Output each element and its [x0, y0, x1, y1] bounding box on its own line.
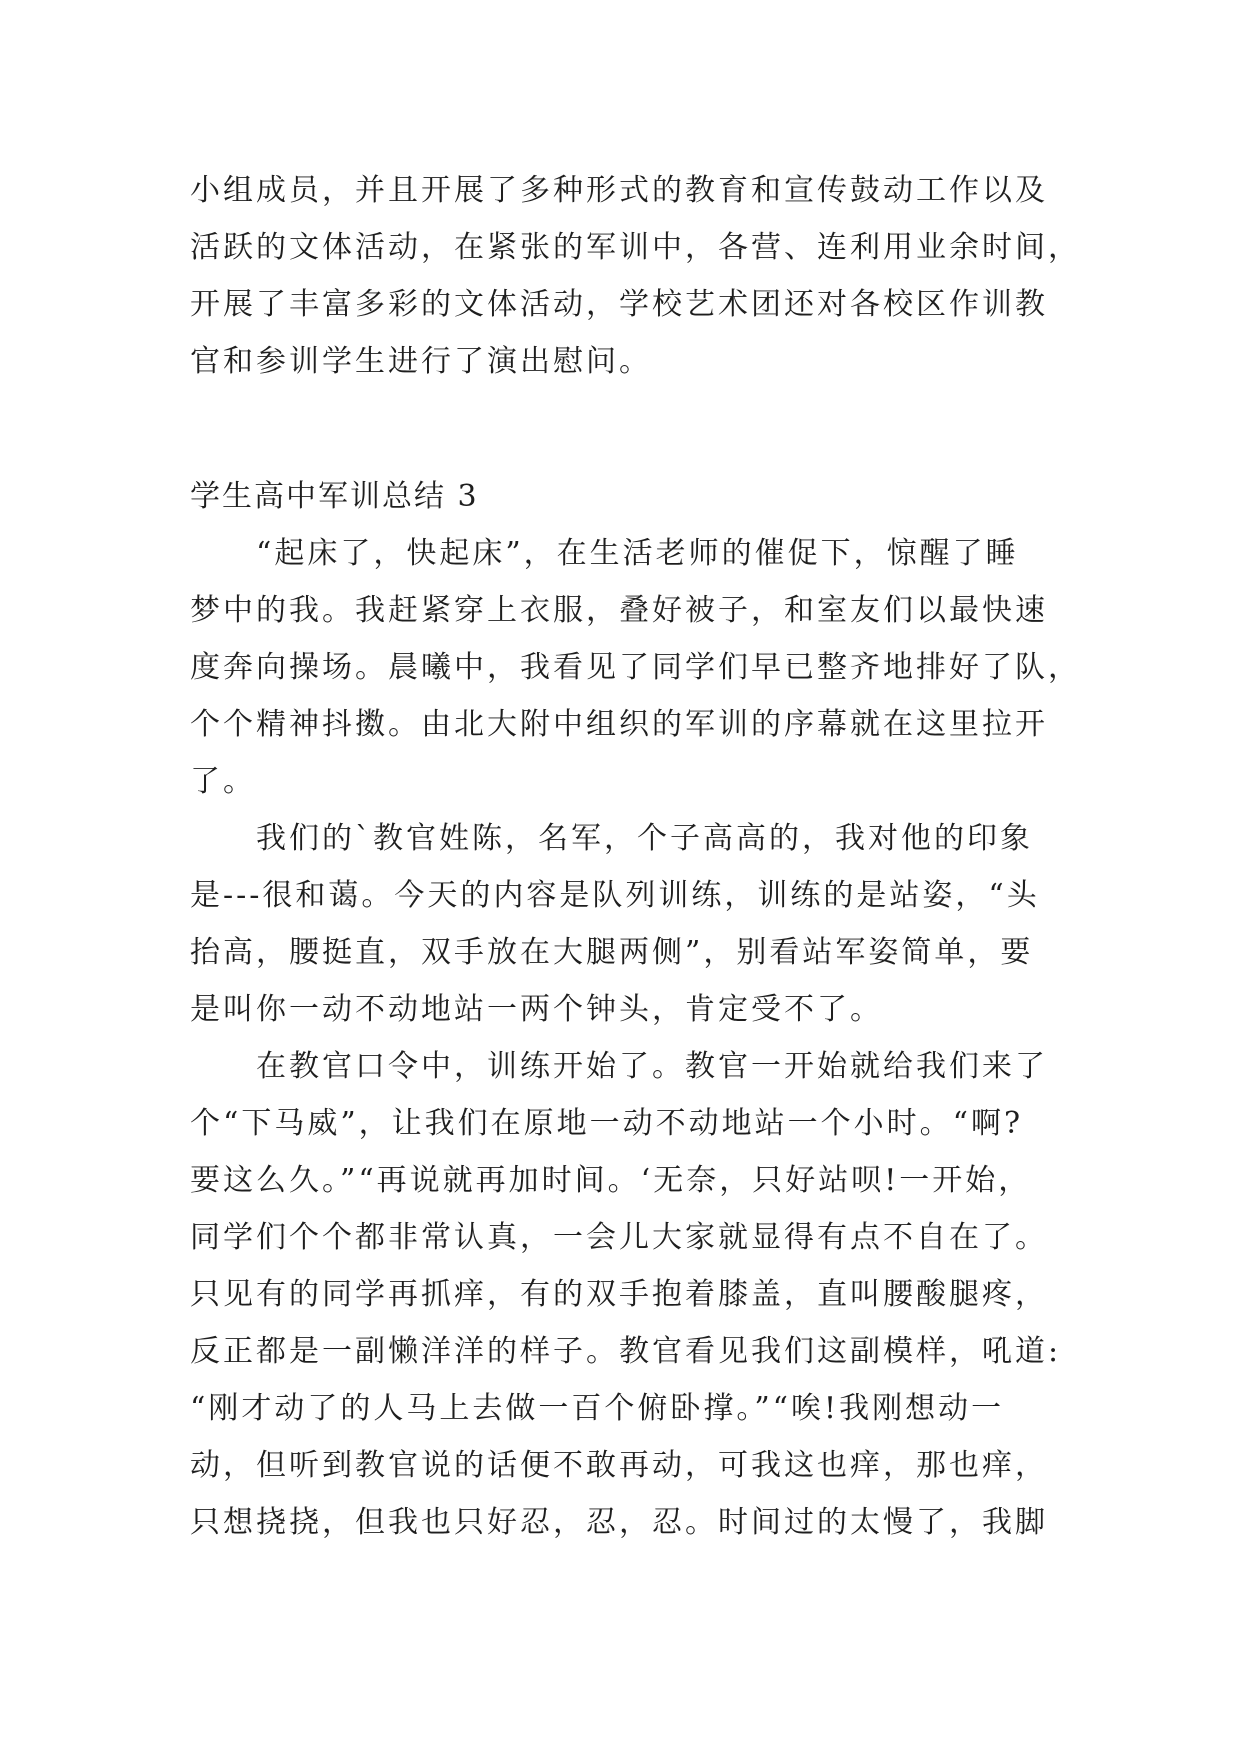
text-line: 只想挠挠，但我也只好忍，忍，忍。时间过的太慢了，我脚 [190, 1505, 1048, 1540]
section-heading: 学生高中军训总结 3 [190, 479, 479, 514]
text-line: 抬高，腰挺直，双手放在大腿两侧”，别看站军姿简单，要 [190, 935, 1034, 970]
text-line: 官和参训学生进行了演出慰问。 [190, 344, 652, 379]
text-line: 只见有的同学再抓痒，有的双手抱着膝盖，直叫腰酸腿疼， [190, 1277, 1048, 1312]
text-line: 个个精神抖擞。由北大附中组织的军训的序幕就在这里拉开 [190, 707, 1048, 742]
document-body [190, 162, 1081, 1551]
text-line: 反正都是一副懒洋洋的样子。教官看见我们这副模样，吼道: [190, 1334, 1062, 1369]
text-line: 是---很和蔼。今天的内容是队列训练，训练的是站姿，“头 [190, 878, 1040, 913]
text-line: 活跃的文体活动，在紧张的军训中，各营、连利用业余时间， [190, 230, 1081, 265]
paragraph-first-line: “起床了，快起床”，在生活老师的催促下，惊醒了睡 [256, 536, 1019, 571]
text-line: 要这么久。”“再说就再加时间。‘无奈，只好站呗!一开始， [190, 1163, 1032, 1198]
text-line: 小组成员，并且开展了多种形式的教育和宣传鼓动工作以及 [190, 173, 1048, 208]
text-line: 梦中的我。我赶紧穿上衣服，叠好被子，和室友们以最快速 [190, 593, 1048, 628]
paragraph-first-line: 在教官口令中，训练开始了。教官一开始就给我们来了 [256, 1049, 1048, 1084]
text-line: 是叫你一动不动地站一两个钟头，肯定受不了。 [190, 992, 883, 1027]
text-line: 了。 [190, 764, 256, 799]
text-line: 个“下马威”，让我们在原地一动不动地站一个小时。“啊? [190, 1106, 1024, 1141]
text-line: 同学们个个都非常认真，一会儿大家就显得有点不自在了。 [190, 1220, 1048, 1255]
text-line: “刚才动了的人马上去做一百个俯卧撑。”“唉!我刚想动一 [190, 1391, 1005, 1426]
text-line: 度奔向操场。晨曦中，我看见了同学们早已整齐地排好了队， [190, 650, 1081, 685]
text-line: 开展了丰富多彩的文体活动，学校艺术团还对各校区作训教 [190, 287, 1048, 322]
paragraph-first-line: 我们的`教官姓陈，名军，个子高高的，我对他的印象 [256, 821, 1033, 856]
text-line: 动，但听到教官说的话便不敢再动，可我这也痒，那也痒， [190, 1448, 1048, 1483]
